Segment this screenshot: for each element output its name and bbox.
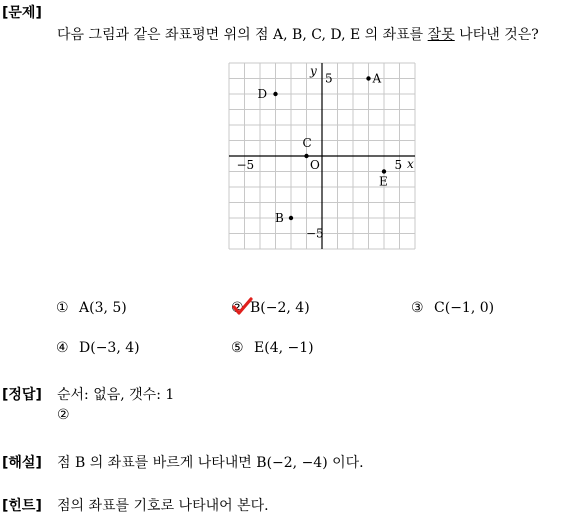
origin-label: O	[310, 158, 320, 172]
explanation-text: 점 B 의 좌표를 바르게 나타내면 B(−2, −4) 이다.	[57, 455, 364, 471]
point-e-label: E	[379, 174, 388, 189]
x-tick-label: −5	[236, 158, 255, 172]
choice-number: ④	[56, 340, 69, 356]
coordinate-plane	[226, 58, 418, 254]
point-d-label: D	[257, 87, 268, 101]
choice-text: D(−3, 4)	[79, 340, 140, 356]
point-a-label: A	[372, 71, 382, 86]
point-c-marker	[304, 154, 308, 158]
question-emphasis: 잘못	[427, 27, 455, 43]
hint-label: [힌트]	[2, 498, 42, 514]
choice-number-wrap	[231, 300, 244, 316]
choice-4[interactable]	[56, 340, 140, 356]
question-suffix: 나타낸 것은?	[454, 27, 539, 43]
point-e-marker	[382, 169, 386, 173]
point-d-marker	[273, 92, 277, 96]
question-text	[57, 24, 539, 44]
choice-number: ②	[231, 300, 244, 316]
choice-1[interactable]	[56, 300, 127, 316]
answer-line: 순서: 없음, 갯수: 1	[57, 387, 175, 403]
point-b-label: B	[275, 211, 284, 225]
point-c-label: C	[302, 136, 312, 150]
point-a-marker	[366, 76, 370, 80]
question-prefix: 다음 그림과 같은 좌표평면 위의 점 A, B, C, D, E 의 좌표를	[57, 27, 428, 43]
choice-text: B(−2, 4)	[250, 300, 310, 316]
y-axis-label: y	[310, 64, 317, 78]
choice-2[interactable]	[231, 300, 310, 316]
choice-text: C(−1, 0)	[434, 300, 495, 316]
checkmark-icon	[231, 297, 253, 317]
x-axis-label: x	[407, 157, 414, 171]
choice-3[interactable]	[411, 300, 494, 316]
y-tick-label: 5	[325, 71, 333, 86]
x-tick-label: 5	[394, 158, 403, 172]
hint-text: 점의 좌표를 기호로 나타내어 본다.	[57, 498, 269, 514]
choice-number: ⑤	[231, 340, 244, 356]
choice-text: A(3, 5)	[79, 300, 127, 316]
explanation-label: [해설]	[2, 455, 42, 471]
choice-text: E(4, −1)	[254, 340, 314, 356]
choice-number: ①	[56, 300, 69, 316]
problem-label: [문제]	[2, 5, 42, 21]
choice-number: ③	[411, 300, 424, 316]
point-b-marker	[289, 216, 293, 220]
answer-value: ②	[57, 407, 70, 423]
answer-label: [정답]	[2, 387, 42, 403]
choice-5[interactable]	[231, 340, 314, 356]
y-tick-label: −5	[306, 226, 324, 241]
